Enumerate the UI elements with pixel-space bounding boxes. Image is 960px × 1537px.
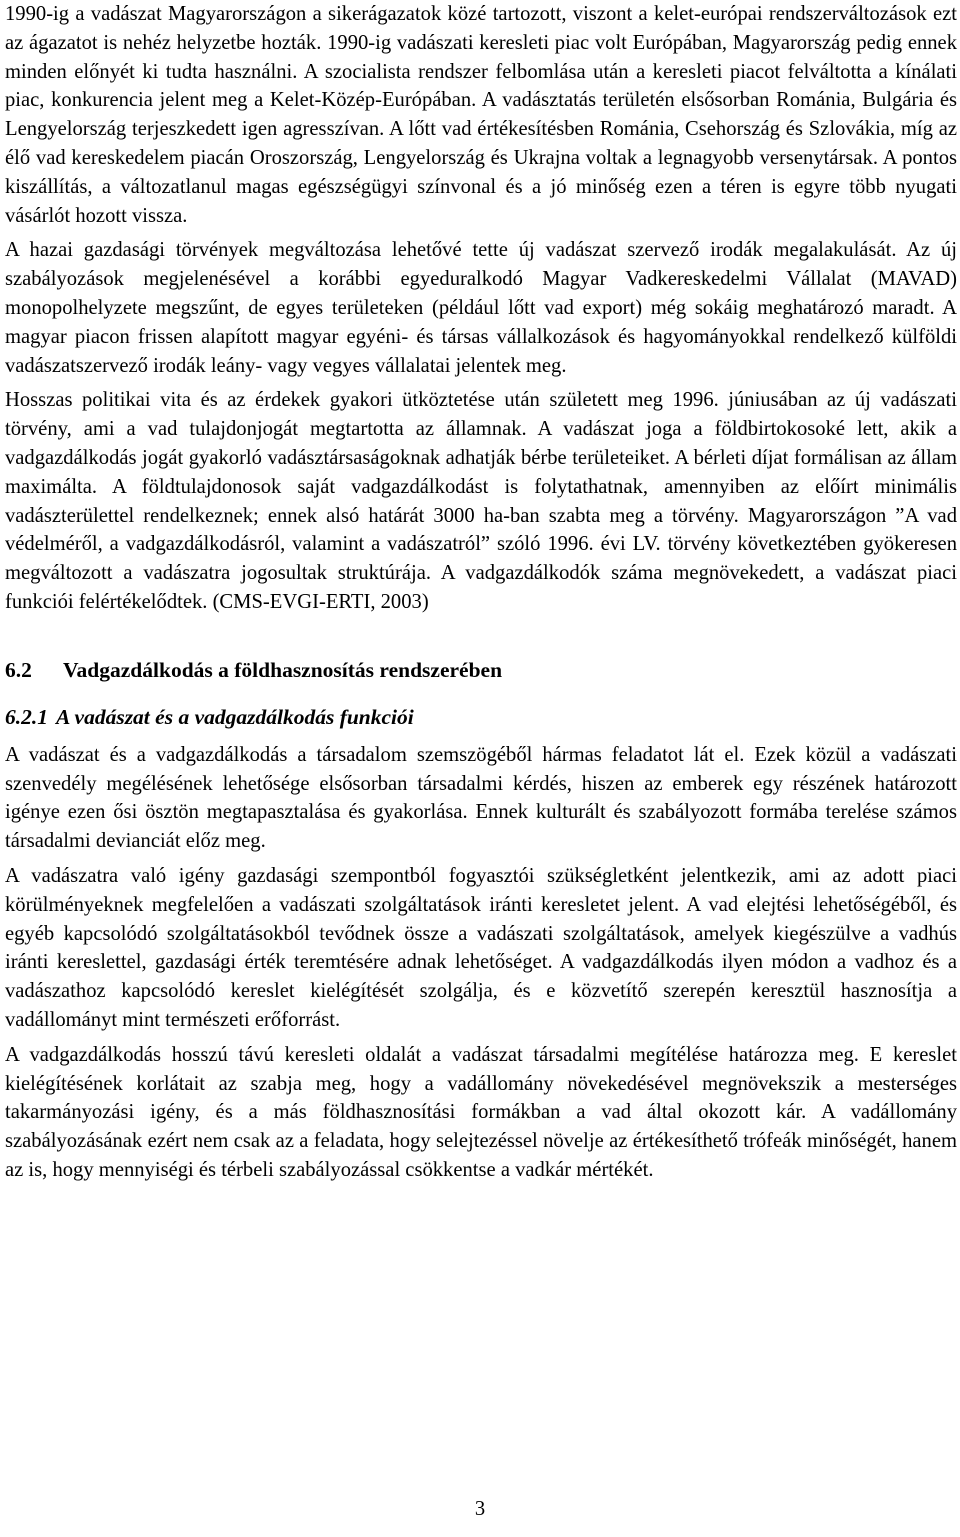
paragraph-new-agencies: A hazai gazdasági törvények megváltozása lehetővé tette új vadászat szervező irodák megalakulását. Az új szabályozások megjelenésével a korábbi egyeduralkodó Magyar Vadkereskedelmi Vállalat (MAVAD) monopolhelyzete megszűnt, de egyes területeken (például lőtt vad export) még sokáig meghatározó maradt. A magyar piacon frissen alapított magyar egyéni- és társas vállalkozások és hagyományokkal rendelkező külföldi vadászatszervező irodák leány- vagy vegyes vállalatai jelentek meg.	[5, 239, 957, 377]
document-page	[5, 0, 957, 1185]
paragraph-economic-demand: A vadászatra való igény gazdasági szempontból fogyasztói szükségletként jelentkezik, ami az adott piaci körülményeknek megfelelően a vadászati szolgáltatások iránti keresletet jelent. A vad elejtési lehetőségéből, és egyéb kapcsolódó szolgáltatásokból tevődnek össze a vadászati szolgáltatások, amelyek kiegészülve a vadhús iránti kereslettel, gazdasági érték teremtésére adnak lehetőséget. A vadgazdálkodás ilyen módon a vadhoz és a vadászathoz kapcsolódó kereslet kielégítését szolgálja, és e közvetítő szerepén keresztül hasznosítja a vadállományt mint természeti erőforrást.	[5, 864, 957, 1031]
section-heading	[5, 655, 957, 685]
paragraph-long-term-demand: A vadgazdálkodás hosszú távú keresleti oldalát a vadászat társadalmi megítélése határozza meg. E kereslet kielégítésének korlátait az szabja meg, hogy a vadállomány növekedésével megnövekszik a mesterséges takarmányozási igény, és a más földhasznosítási formákban a vad által okozott kár. A vadállomány szabályozásának ezért nem csak az a feladata, hogy selejtezéssel növelje az értékesíthető trófeák minőségét, hanem az is, hogy mennyiségi és térbeli szabályozással csökkentse a vadkár mértékét.	[5, 1043, 957, 1181]
subsection-number: 6.2.1	[5, 704, 48, 729]
paragraph-market-history: 1990-ig a vadászat Magyarországon a sikerágazatok közé tartozott, viszont a kelet-európai rendszerváltozások ezt az ágazatot is nehéz helyzetbe hozták. 1990-ig vadászati keresleti piac volt Európában, Magyarország pedig ennek minden előnyét ki tudta használni. A szocialista rendszer felbomlása után a keresleti piacot felváltotta a kínálati piac, konkurencia jelent meg a Kelet-Közép-Európában. A vadásztatás területén elsősorban Románia, Bulgária és Lengyelország terjeszkedett igen agresszívan. A lőtt vad értékesítésben Románia, Csehország és Szlovákia, míg az élő vad kereskedelem piacán Oroszország, Lengyelország és Ukrajna voltak a legnagyobb versenytársak. A pontos kiszállítás, a változatlanul magas egészségügyi színvonal és a jó minőség ezen a téren is egyre több nyugati vásárlót hozott vissza.	[5, 3, 957, 227]
paragraph-hunting-law: Hosszas politikai vita és az érdekek gyakori ütköztetése után született meg 1996. júniusában az új vadászati törvény, ami a vad tulajdonjogát megtartotta az államnak. A vadászat joga a földbirtokosoké lett, akik a vadgazdálkodás jogát gyakorló vadásztársaságoknak adhatják bérbe területeiket. A bérleti díjat formálisan az állam maximálta. A földtulajdonosok saját vadgazdálkodást is folytathatnak, amennyiben az előírt minimális vadászterülettel rendelkeznek; ennek alsó határát 3000 ha-ban szabta meg a törvény. Magyarországon ”A vad védelméről, a vadgazdálkodásról, valamint a vadászatról” szóló 1996. évi LV. törvény következtében gyökeresen megváltozott a vadászatra jogosultak struktúrája. A vadgazdálkodók száma megnövekedett, a vadászat piaci funkciói felértékelődtek. (CMS-EVGI-ERTI, 2003)	[5, 389, 957, 613]
section-title: Vadgazdálkodás a földhasznosítás rendszerében	[63, 657, 503, 682]
section-number: 6.2	[5, 657, 32, 682]
subsection-heading	[5, 702, 957, 732]
page-number: 3	[474, 1498, 486, 1520]
subsection-title: A vadászat és a vadgazdálkodás funkciói	[56, 704, 414, 729]
paragraph-functions: A vadászat és a vadgazdálkodás a társadalom szemszögéből hármas feladatot lát el. Ezek közül a vadászati szenvedély megélésének lehetősége elsősorban társadalmi kérdés, hiszen az emberek egy részének határozott igénye ezen ősi ösztön megtapasztalása és gyakorlása. Ennek kulturált és szabályozott formába terelése számos társadalmi devianciát előz meg.	[5, 743, 957, 853]
